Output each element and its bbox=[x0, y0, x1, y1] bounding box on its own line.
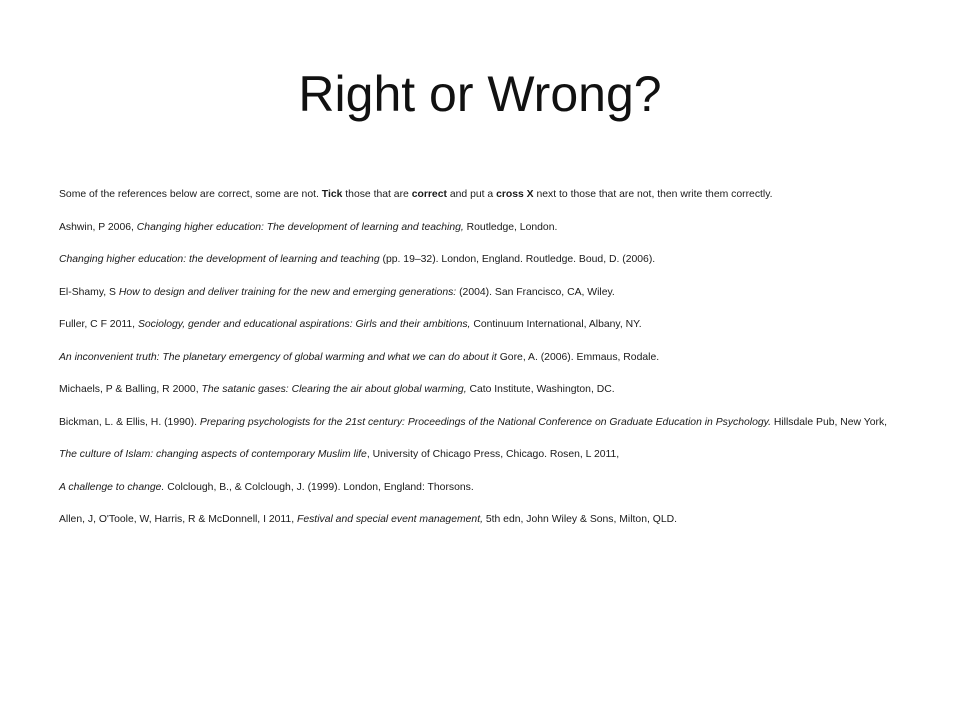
text-run: 5th edn, John Wiley & Sons, Milton, QLD. bbox=[482, 514, 678, 525]
slide-title: Right or Wrong? bbox=[298, 66, 662, 122]
text-run: Routledge, London. bbox=[463, 221, 558, 233]
text-run: Cato Institute, Washington, DC. bbox=[466, 384, 615, 395]
text-run: , University of Chicago Press, Chicago. Rosen, L 2011, bbox=[366, 449, 620, 460]
slide-body bbox=[59, 188, 909, 546]
reference-item bbox=[59, 481, 909, 494]
text-run: Continuum International, Albany, NY. bbox=[470, 319, 642, 330]
text-run: Michaels, P & Balling, R 2000, bbox=[59, 384, 202, 395]
instructions-paragraph bbox=[59, 188, 909, 201]
text-run: Fuller, C F 2011, bbox=[59, 319, 138, 330]
reference-item bbox=[59, 383, 909, 396]
italic-title: Preparing psychologists for the 21st century: Proceedings of the National Conference on Graduate Education in Psychology. bbox=[199, 416, 771, 428]
italic-title: Festival and special event management, bbox=[296, 514, 483, 525]
text-run: those that are bbox=[342, 189, 412, 200]
text-run: next to those that are not, then write them correctly. bbox=[533, 189, 773, 200]
reference-item bbox=[59, 448, 909, 461]
italic-title: Changing higher education: The development of learning and teaching, bbox=[136, 221, 464, 233]
text-run: El-Shamy, S bbox=[59, 286, 119, 298]
reference-item bbox=[59, 253, 909, 266]
italic-title: How to design and deliver training for the new and emerging generations: bbox=[118, 286, 457, 298]
text-run: and put a bbox=[446, 189, 497, 200]
text-run: Bickman, L. & Ellis, H. (1990). bbox=[59, 416, 200, 428]
reference-item bbox=[59, 286, 909, 299]
italic-title: The culture of Islam: changing aspects of contemporary Muslim life bbox=[59, 449, 367, 460]
text-run: Allen, J, O'Toole, W, Harris, R & McDonnell, I 2011, bbox=[59, 514, 297, 525]
text-run: (2004). San Francisco, CA, Wiley. bbox=[456, 286, 615, 298]
reference-item bbox=[59, 318, 909, 331]
italic-title: An inconvenient truth: The planetary emergency of global warming and what we can do about it bbox=[59, 351, 497, 363]
reference-item bbox=[59, 513, 909, 526]
text-run: Hillsdale Pub, New York, bbox=[770, 416, 888, 428]
reference-item bbox=[59, 351, 909, 364]
italic-title: A challenge to change. bbox=[59, 481, 165, 493]
text-run: Ashwin, P 2006, bbox=[59, 221, 137, 233]
text-run: Colclough, B., & Colclough, J. (1999). London, England: Thorsons. bbox=[164, 481, 474, 493]
text-run: Some of the references below are correct, some are not. bbox=[59, 189, 322, 200]
italic-title: The satanic gases: Clearing the air about global warming, bbox=[201, 384, 467, 395]
text-run: Gore, A. (2006). Emmaus, Rodale. bbox=[496, 351, 660, 363]
text-run: (pp. 19–32). London, England. Routledge. Boud, D. (2006). bbox=[379, 254, 656, 265]
bold-text: correct bbox=[411, 189, 447, 200]
italic-title: Sociology, gender and educational aspirations: Girls and their ambitions, bbox=[137, 319, 471, 330]
bold-text: Tick bbox=[321, 189, 343, 200]
reference-item bbox=[59, 416, 909, 429]
reference-item bbox=[59, 221, 909, 234]
bold-text: cross X bbox=[496, 189, 534, 200]
italic-title: Changing higher education: the development of learning and teaching bbox=[59, 254, 380, 265]
